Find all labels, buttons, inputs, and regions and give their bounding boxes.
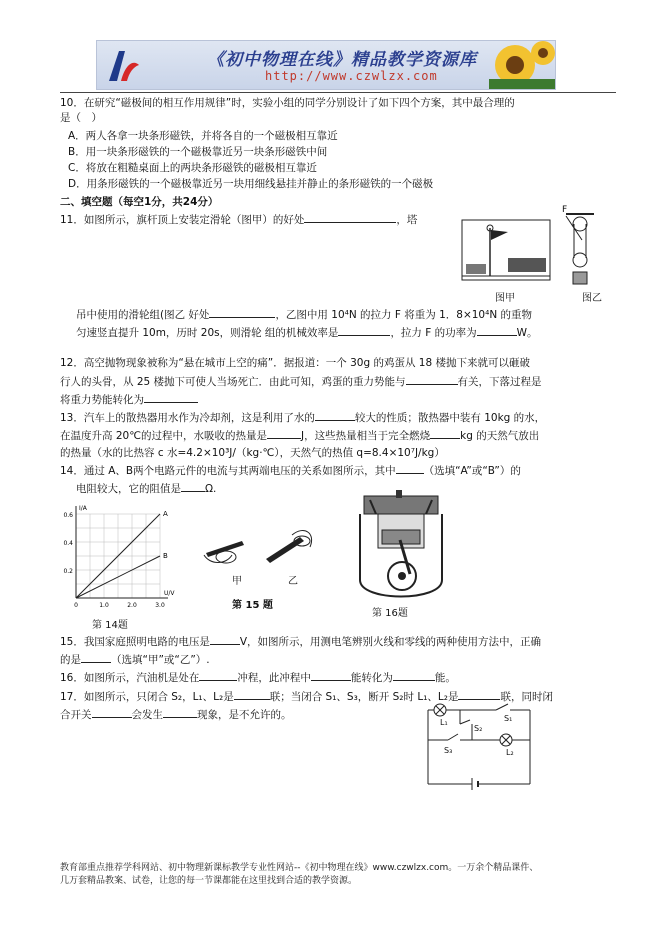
blank <box>234 689 270 700</box>
q11-line2: 吊中使用的滑轮组(图乙 好处 ，乙图中用 10⁴N 的拉力 F 将重为 1．8×10⁴N 的重物 <box>76 309 533 321</box>
x-tick-label: 0 <box>74 602 78 609</box>
q10-option-d: D．用条形磁铁的一个磁极靠近另一块用细线悬挂并静止的条形磁铁的一个磁极 <box>68 178 434 190</box>
blank <box>396 463 424 474</box>
sunflower-icon <box>489 41 555 89</box>
blank <box>406 374 458 385</box>
iu-chart <box>58 500 186 616</box>
q10-option-c: C．将放在粗糙桌面上的两块条形磁铁的磁极相互靠近 <box>68 162 317 174</box>
x-tick-label: 3.0 <box>155 602 165 609</box>
switch-s3-label: S₃ <box>444 746 453 755</box>
q17-line1: 17．如图所示，只闭合 S₂，L₁、L₂是 联；当闭合 S₁、S₃，断开 S₂时 L₁、L₂是 联，同时闭 <box>60 691 553 703</box>
q13-line3: 的热量（水的比热容 c 水=4.2×10³J/（kg·℃），天然气的热值 q=8.4×10⁷J/kg） <box>60 447 445 459</box>
blank <box>430 428 460 439</box>
blank <box>338 325 390 336</box>
switch-s1-label: S₁ <box>504 714 513 723</box>
q11-line3: 匀速竖直提升 10m，历时 20s，则滑轮 组的机械效率是 ，拉力 F 的功率为 W。 <box>76 327 538 339</box>
y-axis-label: I/A <box>79 505 87 512</box>
series-label-B: B <box>163 552 168 560</box>
y-tick-label: 0.2 <box>63 568 73 575</box>
fig15-yi-label: 乙 <box>288 576 298 587</box>
banner-url[interactable]: http://www.czwlzx.com <box>265 69 438 83</box>
blank <box>304 212 396 223</box>
fig15-jia-label: 甲 <box>232 576 242 587</box>
q12-line1: 12．高空抛物现象被称为“悬在城市上空的痛”．据报道：一个 30g 的鸡蛋从 18 楼抛下来就可以砸破 <box>60 357 530 369</box>
q13-line2: 在温度升高 20℃的过程中，水吸收的热量是 J，这些热量相当于完全燃烧 kg 的天然气放出 <box>60 430 540 442</box>
figure-pulley-block <box>560 210 600 290</box>
figure-engine <box>356 490 446 602</box>
switch-s2-label: S₂ <box>474 724 483 733</box>
footer-line2: 几万套精品教案、试卷，让您的每一节课都能在这里找到合适的教学资源。 <box>60 876 358 886</box>
q11-line1: 11．如图所示，旗杆顶上安装定滑轮（图甲）的好处 ，塔 <box>60 214 418 226</box>
q12-line3: 将重力势能转化为 <box>60 392 198 407</box>
header-banner <box>96 40 556 90</box>
blank <box>393 670 435 681</box>
q17-line2: 合开关 会发生 现象，是不允许的。 <box>60 709 292 721</box>
fig15-caption: 第 15 题 <box>232 600 273 611</box>
blank <box>210 634 240 645</box>
q15-line1: 15．我国家庭照明电路的电压是 V，如图所示，用测电笔辨别火线和零线的两种使用方法中，正确 <box>60 636 542 648</box>
page-footer <box>60 862 620 888</box>
blank <box>163 707 197 718</box>
q14-line1: 14．通过 A、B两个电路元件的电流与其两端电压的关系如图所示，其中 （选填“A”或“B”）的 <box>60 465 521 477</box>
force-f-label: F <box>562 205 568 215</box>
x-axis-label: U/V <box>164 590 175 597</box>
blank <box>458 689 500 700</box>
blank <box>181 481 205 492</box>
lamp-l2-label: L₂ <box>506 748 514 757</box>
figure-flagpole <box>460 218 552 290</box>
q16-line: 16．如图所示，汽油机是处在 冲程，此冲程中 能转化为 能。 <box>60 672 456 684</box>
blank <box>477 325 517 336</box>
blank <box>311 670 351 681</box>
q15-line2: 的是 （选填“甲”或“乙”）. <box>60 654 210 666</box>
q10-stem-line2: 是（ ） <box>60 112 102 124</box>
fig-jia-label: 图甲 <box>495 293 515 304</box>
section-heading: 二、填空题（每空1分，共24分） <box>60 196 219 208</box>
q10-option-b: B．用一块条形磁铁的一个磁极靠近另一块条形磁铁中间 <box>68 146 328 158</box>
blank <box>199 670 237 681</box>
blank <box>144 392 198 403</box>
fig16-caption: 第 16题 <box>372 608 408 619</box>
x-tick-label: 1.0 <box>99 602 109 609</box>
figure-test-pens <box>196 525 324 585</box>
q12-line2: 行人的头骨，从 25 楼抛下可使人当场死亡．由此可知，鸡蛋的重力势能与 有关，下落过程是 <box>60 376 542 388</box>
fig14-caption: 第 14题 <box>92 620 128 631</box>
header-rule <box>60 92 616 93</box>
q14-line2: 电阻较大，它的阻值是 Ω. <box>76 483 217 495</box>
q10-option-a: A．两人各拿一块条形磁铁，并将各自的一个磁极相互靠近 <box>68 130 338 142</box>
q13-line1: 13．汽车上的散热器用水作为冷却剂，这是利用了水的 较大的性质；散热器中装有 10kg 的水， <box>60 412 546 424</box>
figure-circuit <box>420 700 540 792</box>
blank <box>315 410 355 421</box>
blank <box>92 707 132 718</box>
lamp-l1-label: L₁ <box>440 718 448 727</box>
y-tick-label: 0.6 <box>63 512 73 519</box>
x-tick-label: 2.0 <box>127 602 137 609</box>
site-logo-icon <box>105 45 141 85</box>
series-label-A: A <box>163 510 168 518</box>
banner-title: 《初中物理在线》精品教学资源库 <box>207 50 477 70</box>
blank <box>81 652 111 663</box>
blank <box>209 307 275 318</box>
y-tick-label: 0.4 <box>63 540 73 547</box>
fig-yi-label: 图乙 <box>582 293 602 304</box>
blank <box>267 428 301 439</box>
footer-line1: 教育部重点推荐学科网站、初中物理新课标教学专业性网站--《初中物理在线》www.czwlzx.com。一万余个精品课件、 <box>60 863 539 873</box>
q10-stem-line1: 10．在研究“磁极间的相互作用规律”时，实验小组的同学分别设计了如下四个方案，其中最合理的 <box>60 97 515 109</box>
